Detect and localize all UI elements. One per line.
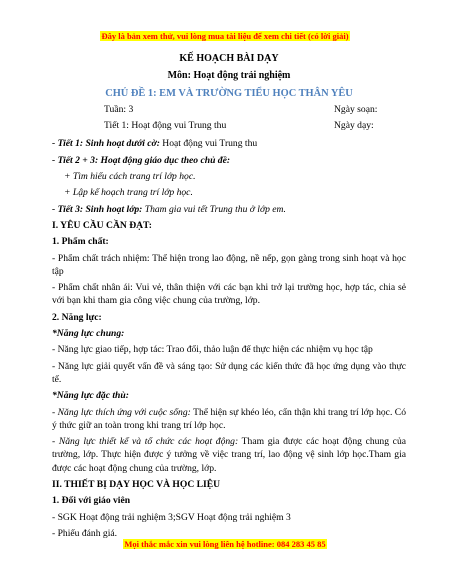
period-1 bbox=[52, 137, 406, 150]
hotline-banner: Mọi thắc mắc xin vui lòng liên hệ hotline: 084 283 45 85 bbox=[124, 539, 326, 549]
prep-date-label: Ngày soạn: bbox=[334, 103, 378, 115]
quality-responsibility: - Phẩm chất trách nhiệm: Thể hiện trong lao động, nề nếp, gọn gàng trong sinh hoạt và học tập bbox=[52, 252, 406, 277]
period-3 bbox=[52, 203, 406, 216]
specific-competence-2 bbox=[52, 435, 406, 475]
specific-competence-2-label: - Năng lực thiết kế và tổ chức các hoạt động: bbox=[52, 436, 239, 448]
document-page bbox=[52, 52, 406, 540]
period-1-label: - Tiết 1: Sinh hoạt dưới cờ: bbox=[52, 138, 160, 150]
specific-competence-1-label: - Năng lực thích ứng với cuộc sống: bbox=[52, 406, 191, 418]
specific-competence-1-text: Thể hiện sự khéo léo, cẩn thận khi trang trí lớp học. Có ý thức giữ an toàn trong khi trang trí lớp học. bbox=[52, 406, 406, 431]
period-3-label: - Tiết 3: Sinh hoạt lớp: bbox=[52, 203, 143, 215]
teacher-item-1: - SGK Hoạt động trải nghiệm 3;SGV Hoạt động trải nghiệm 3 bbox=[52, 511, 291, 523]
competence-heading: 2. Năng lực: bbox=[52, 311, 102, 323]
general-competence-1: - Năng lực giao tiếp, hợp tác: Trao đổi, thảo luận để thực hiện các nhiệm vụ học tập bbox=[52, 344, 373, 356]
week-label: Tuần: 3 bbox=[104, 103, 134, 115]
general-competence-heading: *Năng lực chung: bbox=[52, 328, 125, 340]
specific-competence-1 bbox=[52, 406, 406, 433]
topic-heading: CHỦ ĐỀ 1: EM VÀ TRƯỜNG TIỂU HỌC THÂN YÊU bbox=[105, 87, 353, 99]
plan-title: KẾ HOẠCH BÀI DẠY bbox=[179, 53, 279, 64]
section-1-heading: I. YÊU CẦU CẦN ĐẠT: bbox=[52, 219, 152, 231]
period-2-3-item: + Tìm hiểu cách trang trí lớp học. bbox=[64, 171, 196, 183]
teacher-item-2: - Phiếu đánh giá. bbox=[52, 527, 118, 539]
section-2-heading: II. THIẾT BỊ DẠY HỌC VÀ HỌC LIỆU bbox=[52, 479, 221, 491]
subject-line: Môn: Hoạt động trải nghiệm bbox=[167, 70, 291, 82]
lesson-label: Tiết 1: Hoạt động vui Trung thu bbox=[104, 120, 227, 132]
teach-date-label: Ngày dạy: bbox=[334, 120, 374, 132]
week-row bbox=[52, 103, 406, 116]
period-1-text: Hoạt động vui Trung thu bbox=[159, 138, 258, 150]
lesson-row bbox=[52, 119, 406, 132]
general-competence-2: - Năng lực giải quyết vấn đề và sáng tạo: Sử dụng các kiến thức đã học ứng dụng vào thực tế. bbox=[52, 360, 406, 385]
teacher-heading: 1. Đối với giáo viên bbox=[52, 495, 131, 507]
qualities-heading: 1. Phẩm chất: bbox=[52, 236, 109, 248]
specific-competence-2-text: Tham gia được các hoạt động chung của trường, lớp. Thực hiện được ý tưởng về việc trang trí, lao động vệ sinh lớp học.Tham gia được các hoạt động chung của trường, lớp. bbox=[52, 436, 406, 474]
preview-notice-banner: Đây là bản xem thử, vui lòng mua tài liệu để xem chi tiết (có lời giải) bbox=[101, 31, 349, 41]
period-2-3-label: - Tiết 2 + 3: Hoạt động giáo dục theo chủ đề: bbox=[52, 154, 231, 166]
period-3-text: Tham gia vui tết Trung thu ở lớp em. bbox=[142, 203, 286, 215]
quality-kindness: - Phẩm chất nhân ái: Vui vẻ, thân thiện với các bạn khi trở lại trường học, hợp tác, chia sẻ với bạn khi tham gia công việc chung của trường, lớp. bbox=[52, 282, 406, 307]
period-2-3-item: + Lập kế hoạch trang trí lớp học. bbox=[64, 187, 193, 199]
specific-competence-heading: *Năng lực đặc thù: bbox=[52, 390, 129, 402]
